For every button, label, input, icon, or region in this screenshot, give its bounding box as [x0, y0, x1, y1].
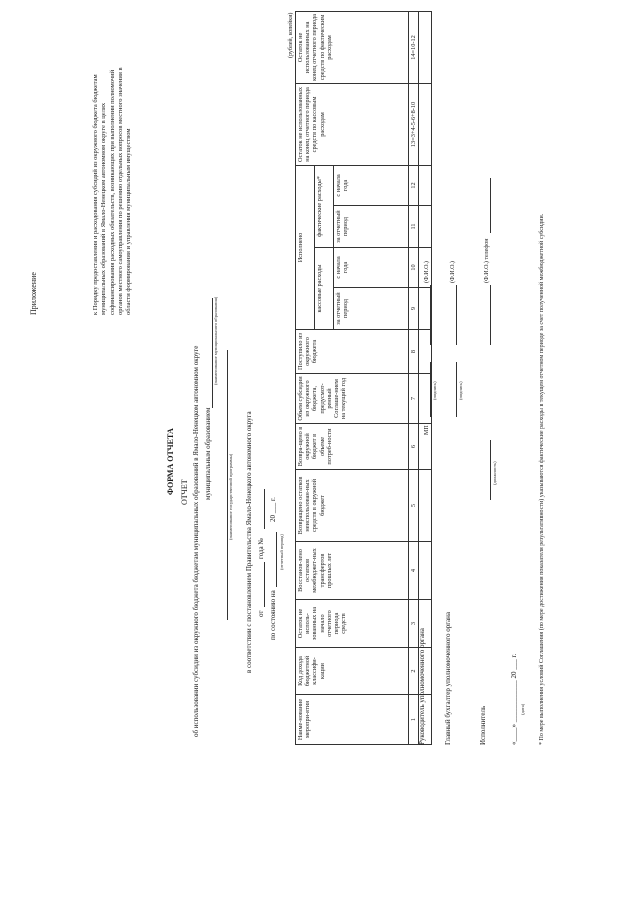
- column-number: 12: [409, 165, 419, 205]
- column-number: 10: [409, 248, 419, 288]
- form-title: ФОРМА ОТЧЕТА: [166, 428, 175, 495]
- stamp-label: МП: [424, 425, 430, 435]
- footnote: * По мере выполнения условий Соглашения (по мере достижения показателя результативности) указываются фактические расходы в текущем отчетном периоде за счет полученной межбюджетной субсидии.: [539, 213, 545, 745]
- header-cell: с начала года: [334, 165, 409, 205]
- municipality-label: муниципальным образованием: [204, 407, 212, 500]
- report-table: [295, 11, 432, 745]
- executor-phone-line: [490, 178, 491, 233]
- header-cell: Объем субсидии из окружного бюджета, предусмот-ренный Соглаше-нием на текущий год: [296, 374, 409, 424]
- units-label: (рублей, копейки): [288, 12, 294, 58]
- resolution-text: в соответствии с постановлением Правительства Ямало-Ненецкого автономного округа: [245, 411, 253, 673]
- date-line: «____» ____________ 20 ___ г.: [510, 653, 518, 745]
- column-number: 8: [409, 330, 419, 374]
- header-cell: Поступило из окружного бюджета: [296, 330, 409, 374]
- header-cell: за отчетный период: [334, 288, 409, 330]
- executor-position-hint: (должность): [492, 461, 497, 485]
- column-number: 9: [409, 288, 419, 330]
- header-cell: Остаток не использованных на конец отчетного периода средств по кассовым расходам: [296, 83, 409, 165]
- chief-accountant-label: Главный бухгалтер уполномоченного органа: [444, 611, 452, 745]
- column-number: 1: [409, 695, 419, 745]
- head-fio: (Ф.И.О.): [424, 261, 430, 283]
- appendix-label: Приложение: [29, 272, 38, 315]
- column-number: 5: [409, 470, 419, 542]
- executor-fio-line: [490, 285, 491, 345]
- column-number: 11: [409, 206, 419, 248]
- column-number: 13=3+4-5-6+8-10: [409, 83, 419, 165]
- header-group-fact: фактические расходы*: [315, 165, 334, 247]
- executor-label: Исполнитель: [479, 705, 487, 745]
- resolution-number-line: [264, 489, 265, 529]
- head-sign-line: [430, 362, 431, 417]
- header-cell: Остаток не использованных на конец отчетного периода средств по фактическим расходам: [296, 11, 409, 83]
- header-cell: Наиме-нование меропри-ятия: [296, 695, 409, 745]
- head-label: Руководитель уполномоченного органа: [418, 628, 426, 745]
- header-group-executed: Исполнено: [296, 165, 315, 329]
- head-fio-line: [430, 285, 431, 345]
- appendix-intro: к Порядку предоставления и расходования субсидий из окружного бюджета бюджетам муниципальных образований в Ямало-Ненецком автономном округе в целях софинансирования расходных обязательств, возникающих при выполнении полномочий органов местного самоуправления по решению отдельных вопросов местного значения в области формирования и управления муниципальным имуществом: [92, 67, 133, 315]
- chief-sign-hint: (подпись): [458, 381, 463, 400]
- chief-fio-line: [456, 285, 457, 345]
- table-header-row: [296, 11, 315, 744]
- municipality-hint: (наименование муниципального образования): [213, 296, 218, 385]
- header-cell: за отчетный период: [334, 206, 409, 248]
- chief-sign-line: [456, 362, 457, 417]
- executor-position-line: [490, 440, 491, 500]
- period-hint: (отчетный период): [279, 534, 284, 570]
- column-number: 2: [409, 648, 419, 695]
- header-cell: Восстанов-лено остатков межбюджет-ных трансфертов прошлых лет: [296, 542, 409, 600]
- header-cell: Возвра-щено в окружной бюджет в объеме потреб-ности: [296, 424, 409, 470]
- executor-fio-phone: (Ф.И.О.) телефон: [484, 238, 490, 283]
- header-group-cash: кассовые расходы: [315, 248, 334, 330]
- as-of-label: по состоянию на: [269, 590, 277, 640]
- program-hint: (наименование государственной программы): [228, 453, 233, 540]
- as-of-year: 20 ___ г.: [269, 497, 277, 522]
- column-number: 14=10-12: [409, 11, 419, 83]
- date-hint: (дата): [520, 703, 525, 715]
- head-sign-hint: (подпись): [432, 381, 437, 400]
- from-date-line: [264, 562, 265, 607]
- header-cell: Остаток не исполь-зованных на начало отчетного периода средств: [296, 600, 409, 648]
- from-label: от: [257, 610, 265, 617]
- column-number: 3: [409, 600, 419, 648]
- report-subtitle: об использовании субсидии из окружного бюджета бюджетам муниципальных образований в Ямало-Ненецком автономном округе: [192, 345, 200, 737]
- chief-fio: (Ф.И.О.): [450, 261, 456, 283]
- column-number: 4: [409, 542, 419, 600]
- year-number-label: года №: [257, 537, 265, 559]
- report-title: ОТЧЕТ: [180, 479, 189, 505]
- header-cell: с начала года: [334, 248, 409, 288]
- header-cell: Код дохода бюджетной классифи-кации: [296, 648, 409, 695]
- column-number: 6: [409, 424, 419, 470]
- as-of-line: [276, 532, 277, 587]
- header-cell: Возвращено остатков неиспользован-ных средств в окружной бюджет: [296, 470, 409, 542]
- column-number: 7: [409, 374, 419, 424]
